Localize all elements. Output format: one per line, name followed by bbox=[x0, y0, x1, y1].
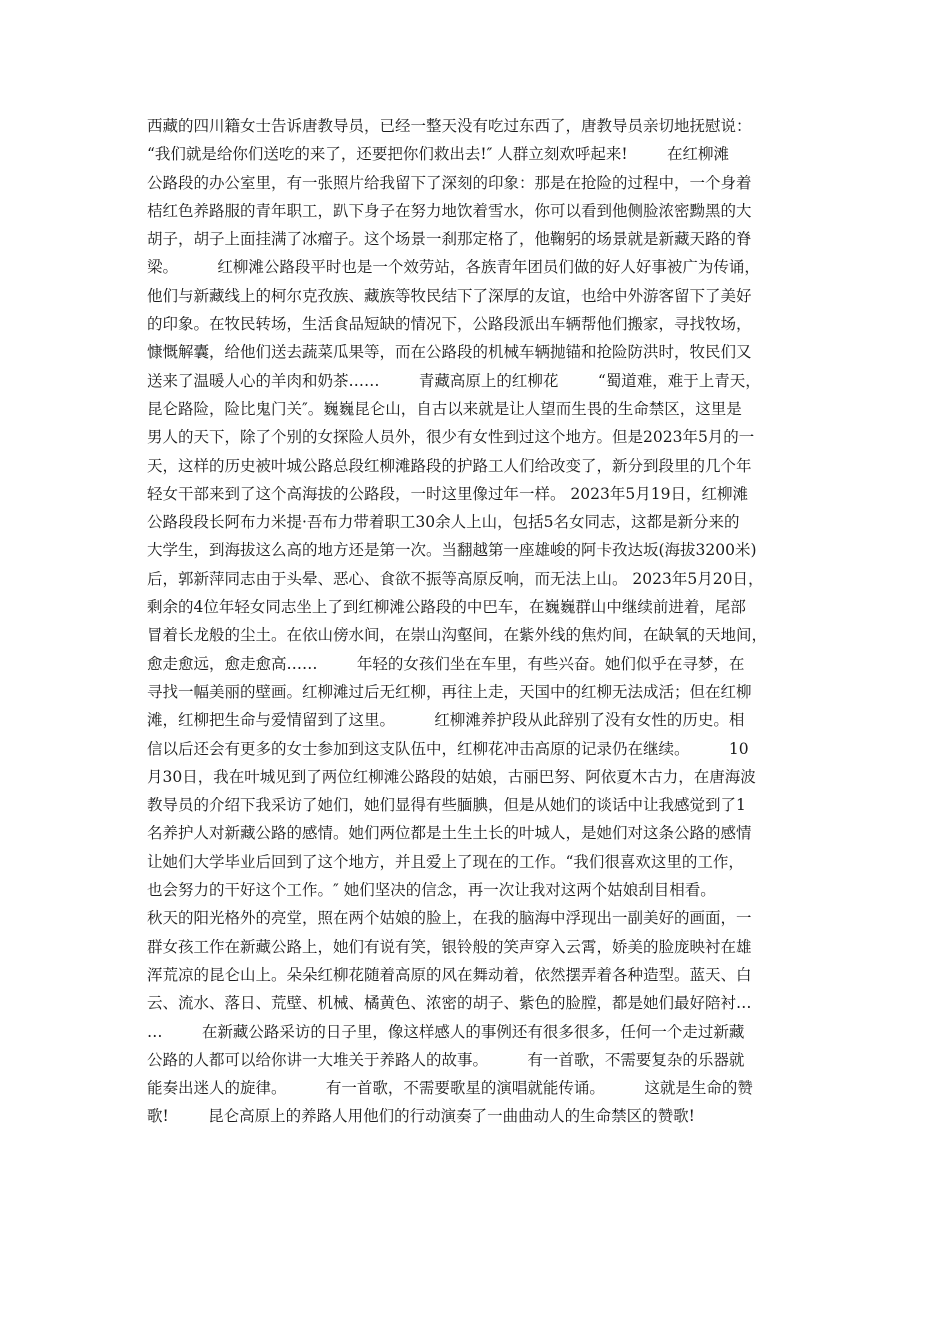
text-line: 教导员的介绍下我采访了她们，她们显得有些腼腆，但是从她们的谈话中让我感觉到了1 bbox=[147, 796, 746, 815]
text-line: 云、流水、落日、荒壁、机械、橘黄色、浓密的胡子、紫色的脸膛，都是她们最好陪衬… bbox=[147, 994, 752, 1013]
text-line: 天，这样的历史被叶城公路总段红柳滩路段的护路工人们给改变了，新分到段里的几个年 bbox=[147, 456, 752, 475]
text-line: 秋天的阳光格外的亮堂，照在两个姑娘的脸上，在我的脑海中浮现出一副美好的画面，一 bbox=[147, 909, 752, 928]
text-line: 公路的人都可以给你讲一大堆关于养路人的故事。 有一首歌，不需要复杂的乐器就 bbox=[147, 1050, 745, 1069]
text-line: 公路段段长阿布力米提·吾布力带着职工30余人上山，包括5名女同志，这都是新分来的 bbox=[147, 513, 740, 532]
text-line: 月30日，我在叶城见到了两位红柳滩公路段的姑娘，古丽巴努、阿依夏木古力，在唐海波 bbox=[147, 767, 756, 786]
text-line: 男人的天下，除了个别的女探险人员外，很少有女性到过这个地方。但是2023年5月的一 bbox=[147, 428, 755, 447]
text-line: 轻女干部来到了这个高海拔的公路段，一时这里像过年一样。 2023年5月19日，红柳滩 bbox=[147, 484, 748, 503]
text-line: 冒着长龙般的尘土。在依山傍水间，在崇山沟壑间，在紫外线的焦灼间，在缺氧的天地间， bbox=[147, 626, 768, 645]
text-line: 滩，红柳把生命与爱情留到了这里。 红柳滩养护段从此辞别了没有女性的历史。相 bbox=[147, 711, 745, 730]
text-line: 他们与新藏线上的柯尔克孜族、藏族等牧民结下了深厚的友谊，也给中外游客留下了美好 bbox=[147, 286, 752, 305]
text-line: 的印象。在牧民转场，生活食品短缺的情况下，公路段派出车辆帮他们搬家，寻找牧场， bbox=[147, 315, 752, 334]
text-line: “我们就是给你们送吃的来了，还要把你们救出去!″ 人群立刻欢呼起来! 在红柳滩 bbox=[147, 145, 730, 164]
text-line: 也会努力的干好这个工作。″ 她们坚决的信念，再一次让我对这两个姑娘刮目相看。 bbox=[147, 881, 716, 900]
text-line: 浑荒凉的昆仑山上。朵朵红柳花随着高原的风在舞动着，依然摆弄着各种造型。蓝天、白 bbox=[147, 965, 752, 984]
text-line: 西藏的四川籍女士告诉唐教导员，已经一整天没有吃过东西了，唐教导员亲切地抚慰说： bbox=[147, 117, 752, 135]
text-line: 大学生，到海拔这么高的地方还是第一次。当翻越第一座雄峻的阿卡孜达坂(海拔3200米) bbox=[147, 541, 757, 560]
article-body bbox=[147, 112, 807, 1131]
text-line: 昆仑路险，险比鬼门关″。巍巍昆仑山，自古以来就是让人望而生畏的生命禁区，这里是 bbox=[147, 399, 742, 418]
text-line: 桔红色养路服的青年职工，趴下身子在努力地饮着雪水，你可以看到他侧脸浓密黝黑的大 bbox=[147, 201, 752, 220]
text-line: 后，郭新萍同志由于头晕、恶心、食欲不振等高原反响，而无法上山。 2023年5月20日， bbox=[147, 569, 764, 588]
text-line: 信以后还会有更多的女士参加到这支队伍中，红柳花冲击高原的记录仍在继续。 10 bbox=[147, 739, 749, 758]
text-line: 让她们大学毕业后回到了这个地方，并且爱上了现在的工作。“我们很喜欢这里的工作， bbox=[147, 852, 744, 871]
text-line: 群女孩工作在新藏公路上，她们有说有笑，银铃般的笑声穿入云霄，娇美的脸庞映衬在雄 bbox=[147, 937, 752, 956]
text-line: 名养护人对新藏公路的感情。她们两位都是土生土长的叶城人，是她们对这条公路的感情 bbox=[147, 824, 752, 843]
text-line: 梁。 红柳滩公路段平时也是一个效劳站，各族青年团员们做的好人好事被广为传诵， bbox=[147, 258, 760, 277]
text-line: 寻找一幅美丽的壁画。红柳滩过后无红柳，再往上走，天国中的红柳无法成活；但在红柳 bbox=[147, 682, 752, 701]
text-line: … 在新藏公路采访的日子里，像这样感人的事例还有很多很多，任何一个走过新藏 bbox=[147, 1022, 745, 1041]
text-line: 剩余的4位年轻女同志坐上了到红柳滩公路段的中巴车，在巍巍群山中继续前进着，尾部 bbox=[147, 598, 746, 617]
text-line: 公路段的办公室里，有一张照片给我留下了深刻的印象：那是在抢险的过程中，一个身着 bbox=[147, 173, 752, 192]
text-line: 慷慨解囊，给他们送去蔬菜瓜果等，而在公路段的机械车辆抛锚和抢险防洪时，牧民们又 bbox=[147, 343, 752, 362]
text-line: 胡子，胡子上面挂满了冰瘤子。这个场景一刹那定格了，他鞠躬的场景就是新藏天路的脊 bbox=[147, 230, 752, 249]
text-line: 愈走愈远，愈走愈高…… 年轻的女孩们坐在车里，有些兴奋。她们似乎在寻梦，在 bbox=[147, 654, 745, 673]
text-line: 歌! 昆仑高原上的养路人用他们的行动演奏了一曲曲动人的生命禁区的赞歌! bbox=[147, 1107, 695, 1126]
text-line: 能奏出迷人的旋律。 有一首歌，不需要歌星的演唱就能传诵。 这就是生命的赞 bbox=[147, 1079, 753, 1098]
text-line: 送来了温暖人心的羊肉和奶茶…… 青藏高原上的红柳花 “蜀道难，难于上青天， bbox=[147, 371, 761, 390]
